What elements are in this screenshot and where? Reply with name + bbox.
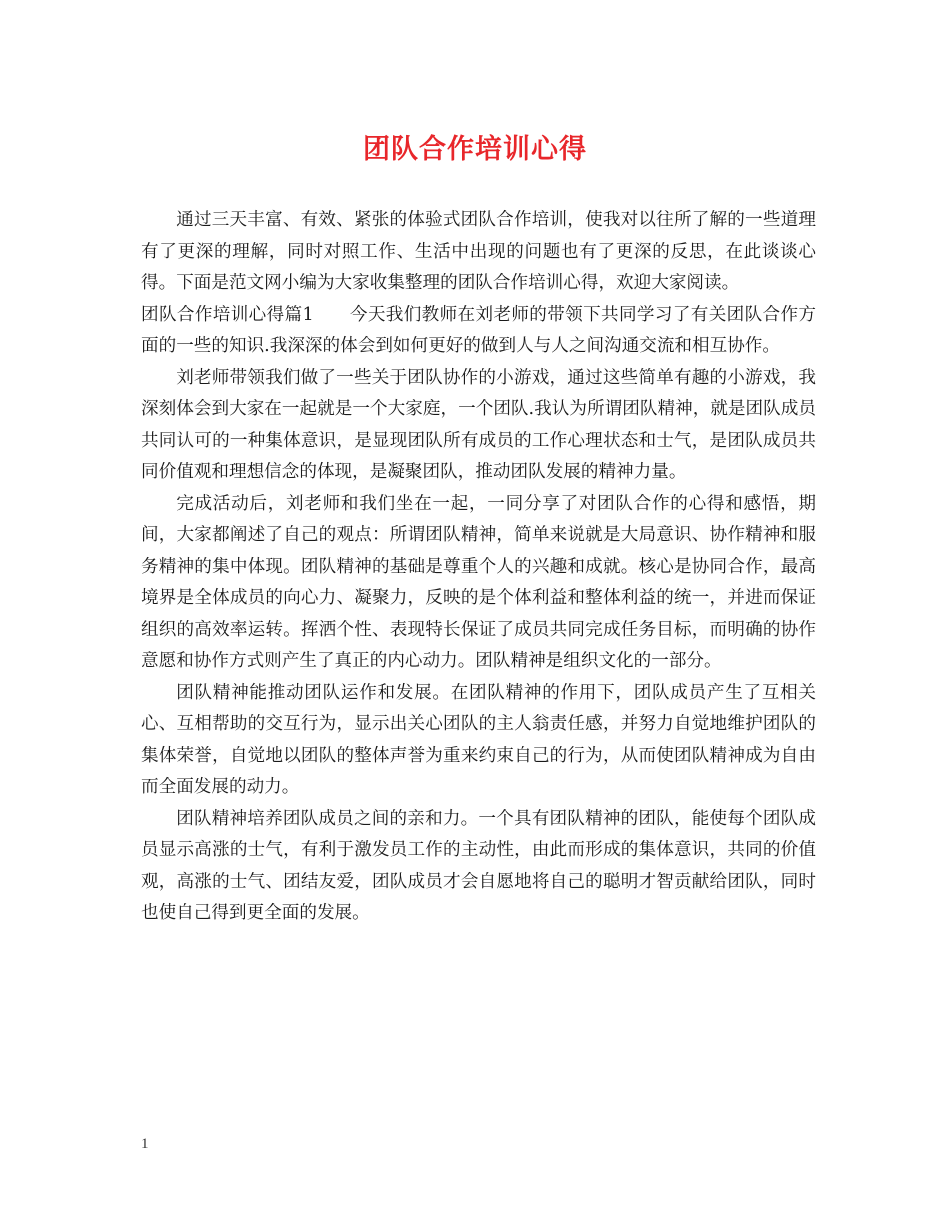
paragraph-cohesion: 团队精神培养团队成员之间的亲和力。一个具有团队精神的团队，能使每个团队成员显示高涨的士气，有利于激发员工作的主动性，由此而形成的集体意识，共同的价值观，高涨的士气、团结友爱，团队成员才会自愿地将自己的聪明才智贡献给团队，同时也使自己得到更全面的发展。	[141, 808, 816, 923]
paragraph-games: 刘老师带领我们做了一些关于团队协作的小游戏，通过这些简单有趣的小游戏，我深刻体会到大家在一起就是一个大家庭，一个团队.我认为所谓团队精神，就是团队成员共同认可的一种集体意识，是显现团队所有成员的工作心理状态和士气，是团队成员共同价值观和理想信念的体现，是凝聚团队，推动团队发展的精神力量。	[141, 367, 816, 482]
paragraph-intro: 通过三天丰富、有效、紧张的体验式团队合作培训，使我对以往所了解的一些道理有了更深的理解，同时对照工作、生活中出现的问题也有了更深的反思，在此谈谈心得。下面是范文网小编为大家收集整理的团队合作培训心得，欢迎大家阅读。	[141, 210, 816, 293]
paragraph-section-1: 团队合作培训心得篇1 今天我们教师在刘老师的带领下共同学习了有关团队合作方面的一些的知识.我深深的体会到如何更好的做到人与人之间沟通交流和相互协作。	[141, 304, 816, 356]
paragraph-sharing: 完成活动后，刘老师和我们坐在一起，一同分享了对团队合作的心得和感悟，期间，大家都阐述了自己的观点：所谓团队精神，简单来说就是大局意识、协作精神和服务精神的集中体现。团队精神的基础是尊重个人的兴趣和成就。核心是协同合作，最高境界是全体成员的向心力、凝聚力，反映的是个体利益和整体利益的统一，并进而保证组织的高效率运转。挥洒个性、表现特长保证了成员共同完成任务目标，而明确的协作意愿和协作方式则产生了真正的内心动力。团队精神是组织文化的一部分。	[141, 493, 816, 671]
paragraph-promote: 团队精神能推动团队运作和发展。在团队精神的作用下，团队成员产生了互相关心、互相帮助的交互行为，显示出关心团队的主人翁责任感，并努力自觉地维护团队的集体荣誉，自觉地以团队的整体声誉为重来约束自己的行为，从而使团队精神成为自由而全面发展的动力。	[141, 682, 816, 797]
page-number: 1	[141, 1136, 149, 1152]
document-title: 团队合作培训心得	[363, 134, 587, 165]
document-body	[141, 205, 816, 930]
